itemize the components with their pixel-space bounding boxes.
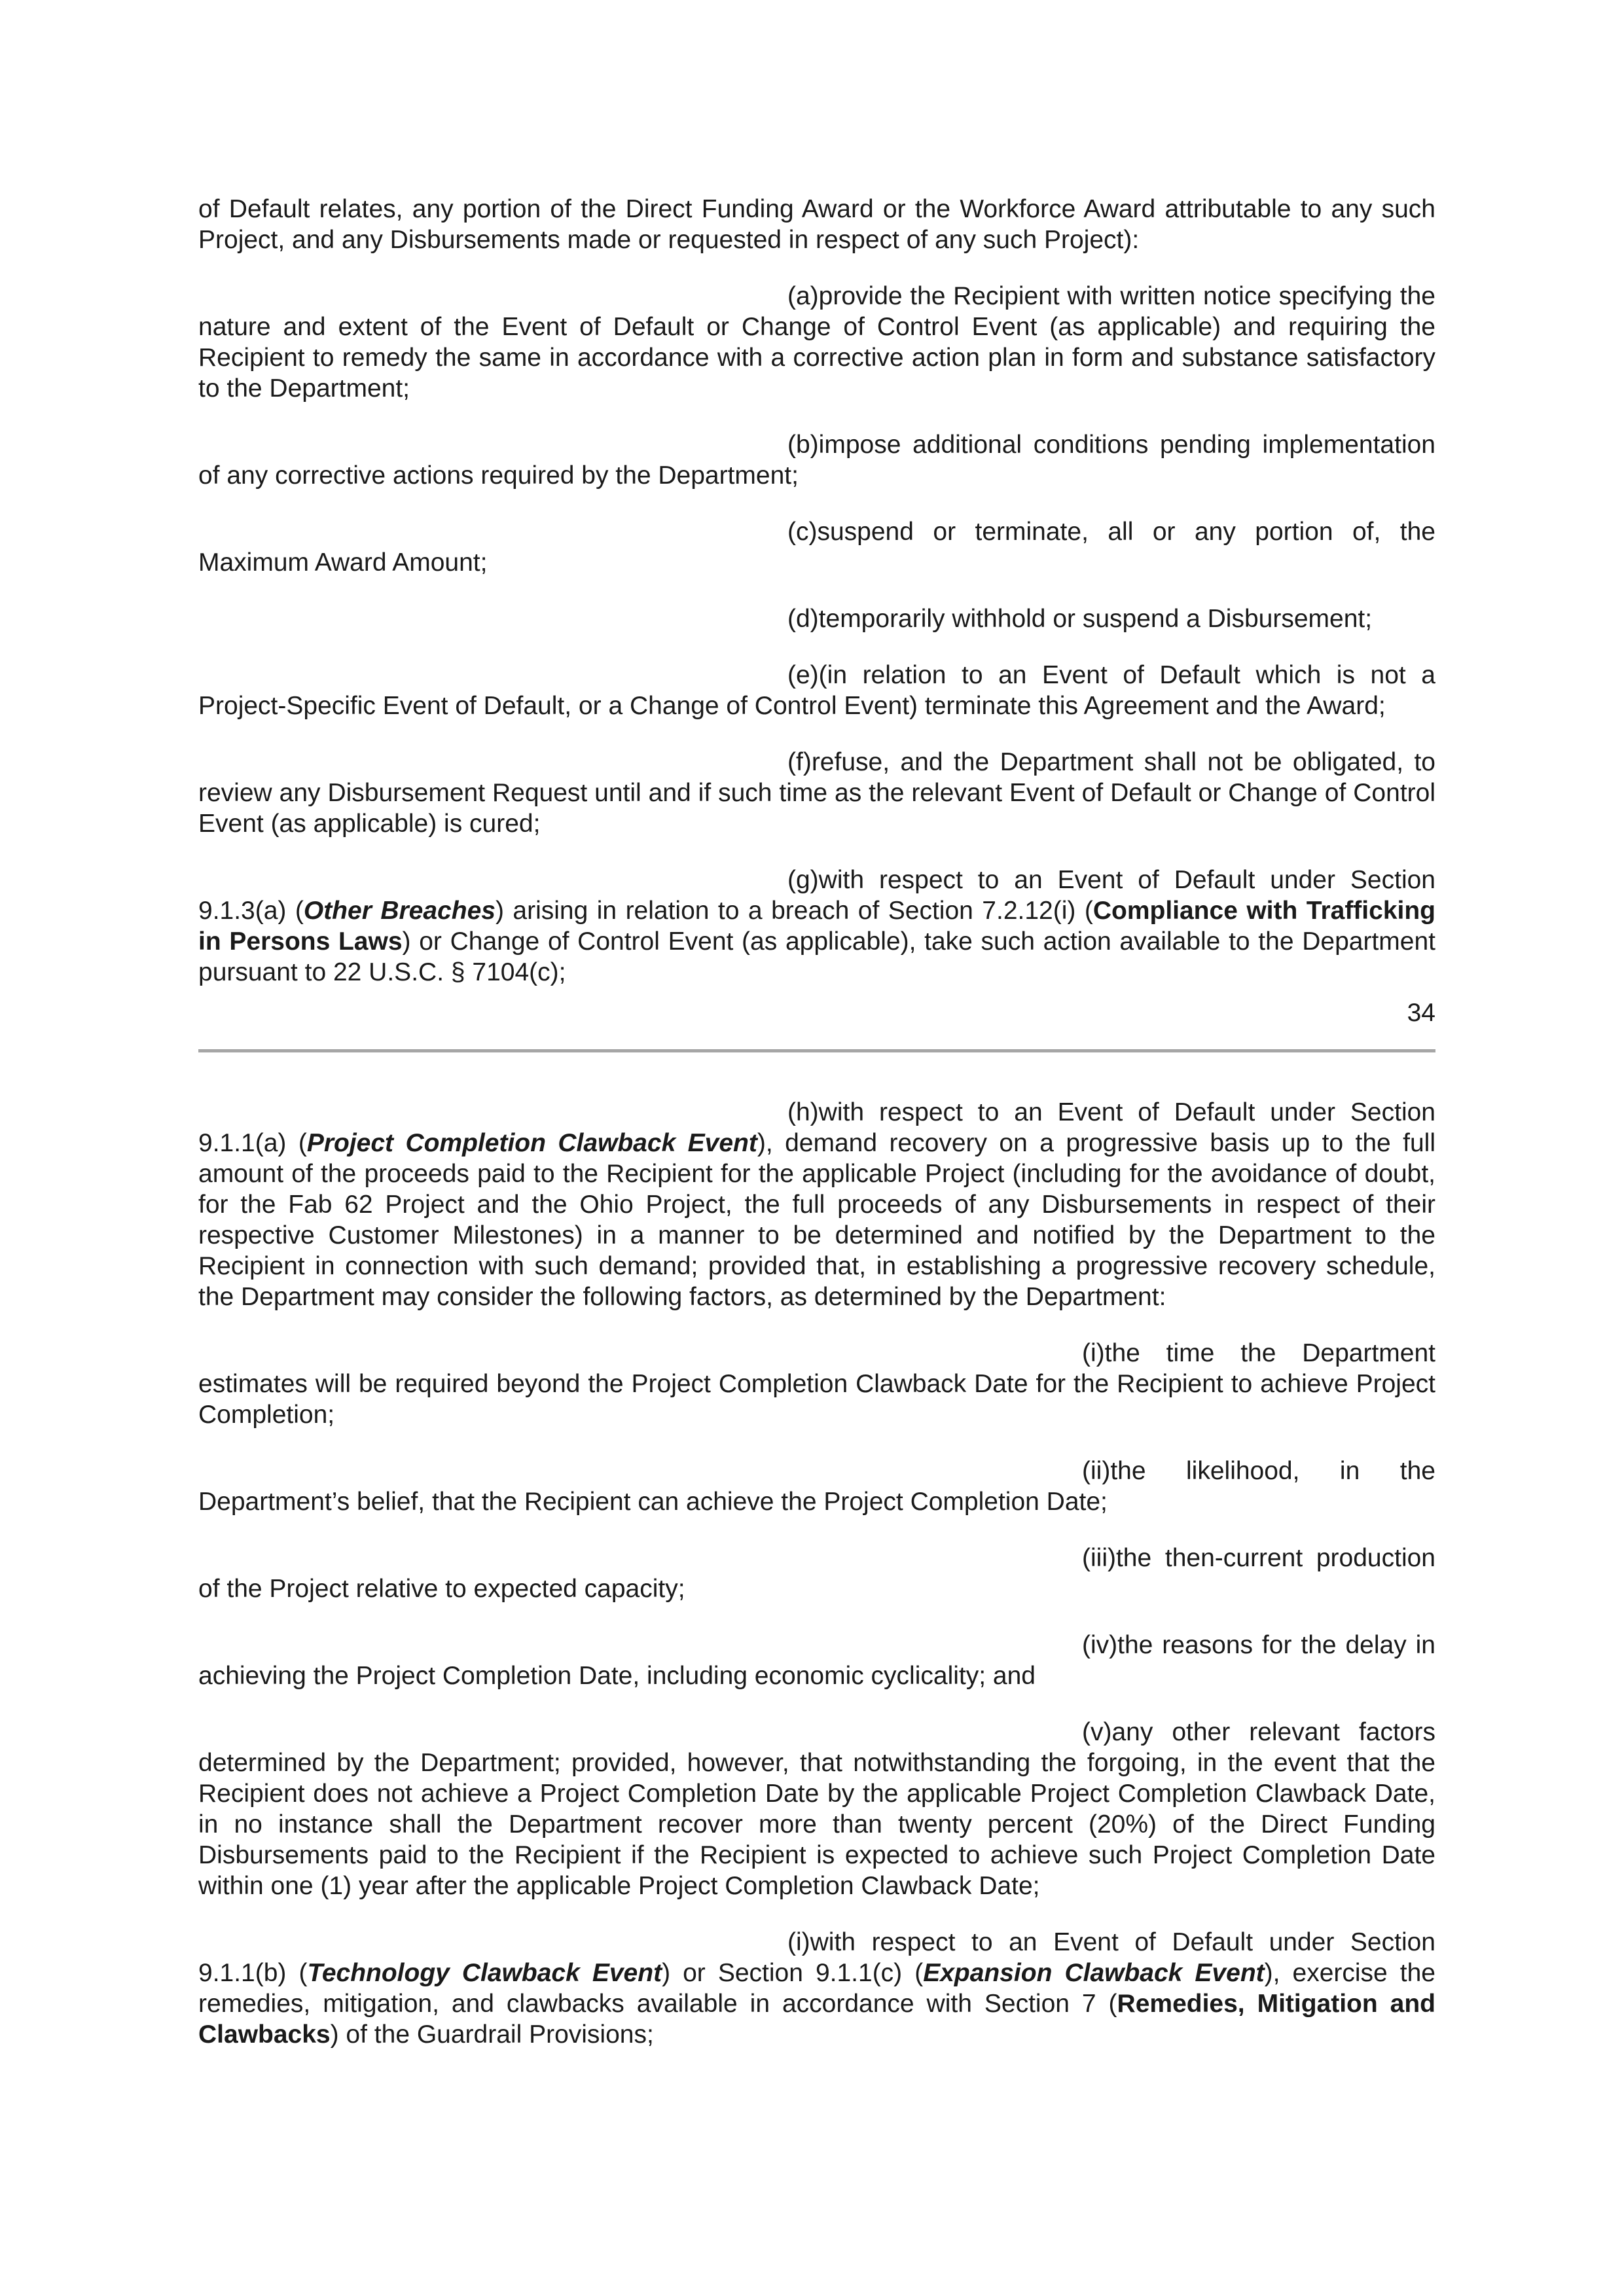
subitem-ii: [198, 1456, 1435, 1517]
page-divider: [198, 1049, 1435, 1052]
subitem-label: (ii): [1082, 1457, 1111, 1485]
item-a: [198, 281, 1435, 404]
subitem-text: the then-current production of the Project relative to expected capacity;: [198, 1544, 1435, 1603]
subitem-v: [198, 1717, 1435, 1901]
item-i: [198, 1927, 1435, 2050]
item-label: (e): [787, 661, 819, 689]
section-heading-ref: Compliance with Trafficking in Persons Laws: [198, 897, 1435, 956]
item-b: [198, 429, 1435, 491]
item-text: refuse, and the Department shall not be obligated, to review any Disbursement Request until and if such time as the relevant Event of Default or Change of Control Event (as applicable) is cured;: [198, 748, 1435, 838]
page-number: 34: [1407, 999, 1435, 1027]
item-g: [198, 865, 1435, 988]
item-text: (in relation to an Event of Default which is not a Project-Specific Event of Default, or a Change of Control Event) terminate this Agreement and the Award;: [198, 661, 1435, 720]
item-e: [198, 660, 1435, 721]
subitem-iv: [198, 1630, 1435, 1691]
subitem-label: (v): [1082, 1718, 1112, 1746]
defined-term: Expansion Clawback Event: [923, 1959, 1265, 1987]
item-label: (h): [787, 1098, 819, 1126]
defined-term: Technology Clawback Event: [307, 1959, 662, 1987]
item-label: (d): [787, 605, 819, 633]
item-label: (f): [787, 748, 812, 776]
item-d: [198, 603, 1435, 634]
subitem-text: any other relevant factors determined by the Department; provided, however, that notwithstanding the forgoing, in the event that the Recipient does not achieve a Project Completion Date by the applicable Project Completion Clawback Date, in no instance shall the Department recover more than twenty percent (20%) of the Direct Funding Disbursements paid to the Recipient if the Recipient is expected to achieve such Project Completion Date within one (1) year after the applicable Project Completion Clawback Date;: [198, 1718, 1435, 1900]
section-heading-ref: Remedies, Mitigation and Clawbacks: [198, 1990, 1435, 2049]
item-text: provide the Recipient with written notice specifying the nature and extent of the Event of Default or Change of Control Event (as applicable) and requiring the Recipient to remedy the same in accordance with a corrective action plan in form and substance satisfactory to the Department;: [198, 282, 1435, 403]
item-text: with respect to an Event of Default under Section 9.1.3(a) (: [198, 866, 1435, 925]
item-label: (b): [787, 431, 819, 459]
item-text: temporarily withhold or suspend a Disbursement;: [818, 605, 1373, 633]
item-text: ) arising in relation to a breach of Section 7.2.12(i) (: [495, 897, 1093, 925]
subitem-label: (iii): [1082, 1544, 1116, 1572]
item-text: ) or Section 9.1.1(c) (: [662, 1959, 924, 1987]
defined-term: Project Completion Clawback Event: [306, 1129, 757, 1157]
item-label: (a): [787, 282, 819, 310]
intro-paragraph: of Default relates, any portion of the Direct Funding Award or the Workforce Award attributable to any such Project, and any Disbursements made or requested in respect of any such Project):: [198, 195, 1435, 254]
item-text: impose additional conditions pending implementation of any corrective actions required by the Department;: [198, 431, 1435, 490]
item-label: (i): [787, 1928, 810, 1956]
subitem-i: [198, 1338, 1435, 1430]
item-c: [198, 516, 1435, 578]
subitem-text: the likelihood, in the Department’s belief, that the Recipient can achieve the Project Completion Date;: [198, 1457, 1435, 1516]
document-page-35: [198, 1097, 1435, 2075]
item-text: with respect to an Event of Default under Section 9.1.1(a) (: [198, 1098, 1435, 1157]
item-label: (c): [787, 518, 818, 546]
item-text: ), demand recovery on a progressive basis up to the full amount of the proceeds paid to the Recipient for the applicable Project (including for the avoidance of doubt, for the Fab 62 Project and the Ohio Project, the full proceeds of any Disbursements in respect of their respective Customer Milestones) in a manner to be determined and notified by the Department to the Recipient in connection with such demand; provided that, in establishing a progressive recovery schedule, the Department may consider the following factors, as determined by the Department:: [198, 1129, 1435, 1311]
item-text: with respect to an Event of Default under Section 9.1.1(b) (: [198, 1928, 1435, 1987]
item-text: suspend or terminate, all or any portion of, the Maximum Award Amount;: [198, 518, 1435, 577]
item-label: (g): [787, 866, 819, 894]
item-text: ), exercise the remedies, mitigation, and clawbacks available in accordance with Section 7 (: [198, 1959, 1435, 2018]
item-h: [198, 1097, 1435, 1312]
defined-term: Other Breaches: [303, 897, 496, 925]
item-text: ) of the Guardrail Provisions;: [330, 2020, 654, 2049]
subitem-label: (iv): [1082, 1631, 1118, 1659]
item-f: [198, 747, 1435, 839]
subitem-text: the time the Department estimates will be required beyond the Project Completion Clawback Date for the Recipient to achieve Project Completion;: [198, 1339, 1435, 1429]
document-page-34: [198, 194, 1435, 1013]
item-text: ) or Change of Control Event (as applicable), take such action available to the Department pursuant to 22 U.S.C. § 7104(c);: [198, 927, 1435, 986]
subitem-text: the reasons for the delay in achieving the Project Completion Date, including economic cyclicality; and: [198, 1631, 1435, 1690]
subitem-label: (i): [1082, 1339, 1105, 1367]
subitem-iii: [198, 1543, 1435, 1604]
